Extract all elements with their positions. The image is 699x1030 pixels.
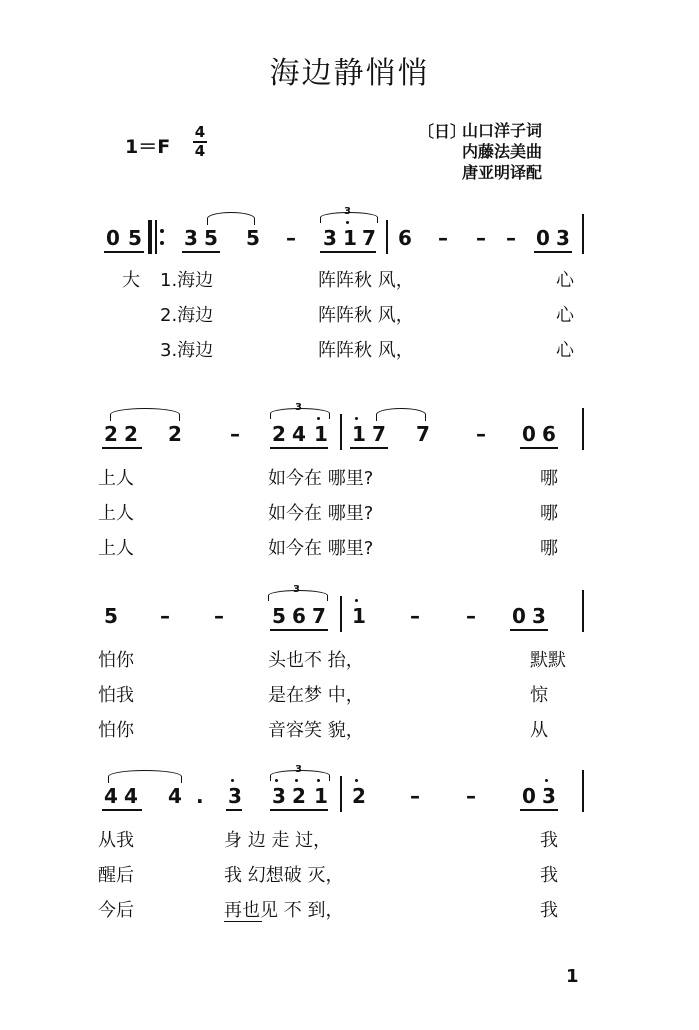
note: 1 bbox=[314, 422, 328, 446]
note: 0 bbox=[536, 226, 550, 250]
credits-translator: 唐亚明译配 bbox=[462, 163, 543, 182]
note: 0 bbox=[522, 784, 536, 808]
octave-dot bbox=[355, 417, 358, 420]
lyric-underline bbox=[224, 921, 262, 922]
lyric: 我 幻想破 灭， bbox=[224, 865, 344, 886]
repeat-dot bbox=[160, 241, 164, 245]
note: 4 bbox=[104, 784, 118, 808]
note: 2 bbox=[104, 422, 118, 446]
note: 5 bbox=[104, 604, 118, 628]
note: 3 bbox=[323, 226, 337, 250]
note: 4 bbox=[292, 422, 306, 446]
lyric: 是在梦 中， bbox=[268, 685, 364, 706]
note: 0 bbox=[522, 422, 536, 446]
lyric: 上人 bbox=[98, 468, 134, 489]
lyric: 心 bbox=[556, 305, 574, 326]
triplet-mark: 3 bbox=[293, 584, 300, 595]
octave-dot bbox=[295, 779, 298, 782]
octave-dot bbox=[231, 779, 234, 782]
lyric: 如今在 哪里? bbox=[268, 538, 374, 559]
barline bbox=[340, 776, 342, 812]
underline-beam bbox=[102, 447, 142, 449]
time-signature bbox=[192, 124, 208, 160]
tie-arc bbox=[207, 212, 255, 225]
repeat-barline-thick bbox=[148, 220, 152, 254]
note: 1 bbox=[343, 226, 357, 250]
underline-beam bbox=[182, 251, 220, 253]
credits-origin: 〔日〕 bbox=[418, 122, 467, 141]
note: 2 bbox=[272, 422, 286, 446]
lyric: 阵阵秋 风， bbox=[318, 270, 414, 291]
song-title: 海边静悄悄 bbox=[269, 56, 430, 91]
lyric: 大 bbox=[122, 270, 140, 291]
lyric: 阵阵秋 风， bbox=[318, 340, 414, 361]
note: 5 bbox=[204, 226, 218, 250]
lyric: 1.海边 bbox=[160, 270, 214, 291]
underline-beam bbox=[520, 809, 558, 811]
note: 0 bbox=[106, 226, 120, 250]
lyric: 惊 bbox=[530, 685, 548, 706]
note: 7 bbox=[362, 226, 376, 250]
note: 3 bbox=[556, 226, 570, 250]
dash: – bbox=[466, 604, 476, 628]
lyric: 怕我 bbox=[98, 685, 134, 706]
underline-beam bbox=[270, 629, 328, 631]
lyric: 我 bbox=[540, 865, 558, 886]
note: 2 bbox=[124, 422, 138, 446]
triplet-mark: 3 bbox=[295, 764, 302, 775]
tie-arc bbox=[110, 408, 180, 421]
note: 7 bbox=[312, 604, 326, 628]
lyric: 怕你 bbox=[98, 650, 134, 671]
note: 6 bbox=[292, 604, 306, 628]
repeat-dot bbox=[160, 229, 164, 233]
note: 2 bbox=[352, 784, 366, 808]
dash: – bbox=[466, 784, 476, 808]
underline-beam bbox=[102, 809, 142, 811]
lyric: 阵阵秋 风， bbox=[318, 305, 414, 326]
underline-beam bbox=[104, 251, 144, 253]
lyric: 心 bbox=[556, 270, 574, 291]
barline bbox=[582, 590, 584, 632]
dot-duration: . bbox=[196, 784, 204, 808]
dash: – bbox=[160, 604, 170, 628]
barline bbox=[582, 770, 584, 812]
underline-beam bbox=[270, 809, 328, 811]
tie-arc bbox=[108, 770, 182, 783]
lyric: 默默 bbox=[530, 650, 566, 671]
dash: – bbox=[410, 784, 420, 808]
underline-beam bbox=[520, 447, 558, 449]
dash: – bbox=[506, 226, 516, 250]
barline bbox=[582, 214, 584, 254]
lyric: 醒后 bbox=[98, 865, 134, 886]
note: 5 bbox=[128, 226, 142, 250]
underline-beam bbox=[510, 629, 548, 631]
note: 1 bbox=[314, 784, 328, 808]
lyric: 我 bbox=[540, 830, 558, 851]
triplet-mark: 3 bbox=[295, 402, 302, 413]
key-signature: 1＝F bbox=[125, 136, 171, 158]
lyric: 上人 bbox=[98, 503, 134, 524]
lyric: 上人 bbox=[98, 538, 134, 559]
underline-beam bbox=[320, 251, 376, 253]
note: 2 bbox=[168, 422, 182, 446]
note: 3 bbox=[228, 784, 242, 808]
note: 4 bbox=[168, 784, 182, 808]
lyric: 3.海边 bbox=[160, 340, 214, 361]
underline-beam bbox=[270, 447, 328, 449]
dash: – bbox=[410, 604, 420, 628]
dash: – bbox=[214, 604, 224, 628]
underline-beam bbox=[350, 447, 388, 449]
octave-dot bbox=[317, 417, 320, 420]
octave-dot bbox=[275, 779, 278, 782]
lyric: 心 bbox=[556, 340, 574, 361]
barline bbox=[386, 220, 388, 254]
page-number: 1 bbox=[566, 966, 579, 987]
note: 5 bbox=[272, 604, 286, 628]
tie-arc bbox=[376, 408, 426, 421]
underline-beam bbox=[226, 809, 242, 811]
barline bbox=[340, 596, 342, 632]
underline-beam bbox=[534, 251, 572, 253]
lyric: 身 边 走 过， bbox=[224, 830, 332, 851]
barline bbox=[340, 414, 342, 450]
octave-dot bbox=[545, 779, 548, 782]
triplet-mark: 3 bbox=[344, 206, 351, 217]
note: 4 bbox=[124, 784, 138, 808]
note: 3 bbox=[184, 226, 198, 250]
lyric: 音容笑 貌， bbox=[268, 720, 364, 741]
dash: – bbox=[230, 422, 240, 446]
lyric: 2.海边 bbox=[160, 305, 214, 326]
lyric: 从我 bbox=[98, 830, 134, 851]
lyric: 怕你 bbox=[98, 720, 134, 741]
note: 6 bbox=[542, 422, 556, 446]
note: 1 bbox=[352, 422, 366, 446]
lyric: 从 bbox=[530, 720, 548, 741]
note: 6 bbox=[398, 226, 412, 250]
dash: – bbox=[476, 422, 486, 446]
note: 3 bbox=[542, 784, 556, 808]
lyric: 头也不 抬， bbox=[268, 650, 364, 671]
credits-composer: 内藤法美曲 bbox=[462, 142, 543, 161]
lyric: 我 bbox=[540, 900, 558, 921]
octave-dot bbox=[317, 779, 320, 782]
note: 5 bbox=[246, 226, 260, 250]
note: 2 bbox=[292, 784, 306, 808]
note: 7 bbox=[416, 422, 430, 446]
lyric: 今后 bbox=[98, 900, 134, 921]
lyric: 哪 bbox=[540, 503, 558, 524]
dash: – bbox=[438, 226, 448, 250]
octave-dot bbox=[355, 779, 358, 782]
dash: – bbox=[476, 226, 486, 250]
octave-dot bbox=[346, 221, 349, 224]
lyric: 再也见 不 到， bbox=[224, 900, 344, 921]
lyric: 如今在 哪里? bbox=[268, 468, 374, 489]
time-signature-bottom: 4 bbox=[194, 141, 206, 160]
note: 1 bbox=[352, 604, 366, 628]
dash: – bbox=[286, 226, 296, 250]
lyric: 哪 bbox=[540, 468, 558, 489]
repeat-barline-thin bbox=[155, 220, 157, 254]
lyric: 如今在 哪里? bbox=[268, 503, 374, 524]
credits-lyricist: 山口洋子词 bbox=[462, 121, 543, 140]
note: 7 bbox=[372, 422, 386, 446]
time-signature-top: 4 bbox=[194, 123, 206, 141]
note: 0 bbox=[512, 604, 526, 628]
note: 3 bbox=[272, 784, 286, 808]
note: 3 bbox=[532, 604, 546, 628]
octave-dot bbox=[355, 599, 358, 602]
lyric: 哪 bbox=[540, 538, 558, 559]
barline bbox=[582, 408, 584, 450]
